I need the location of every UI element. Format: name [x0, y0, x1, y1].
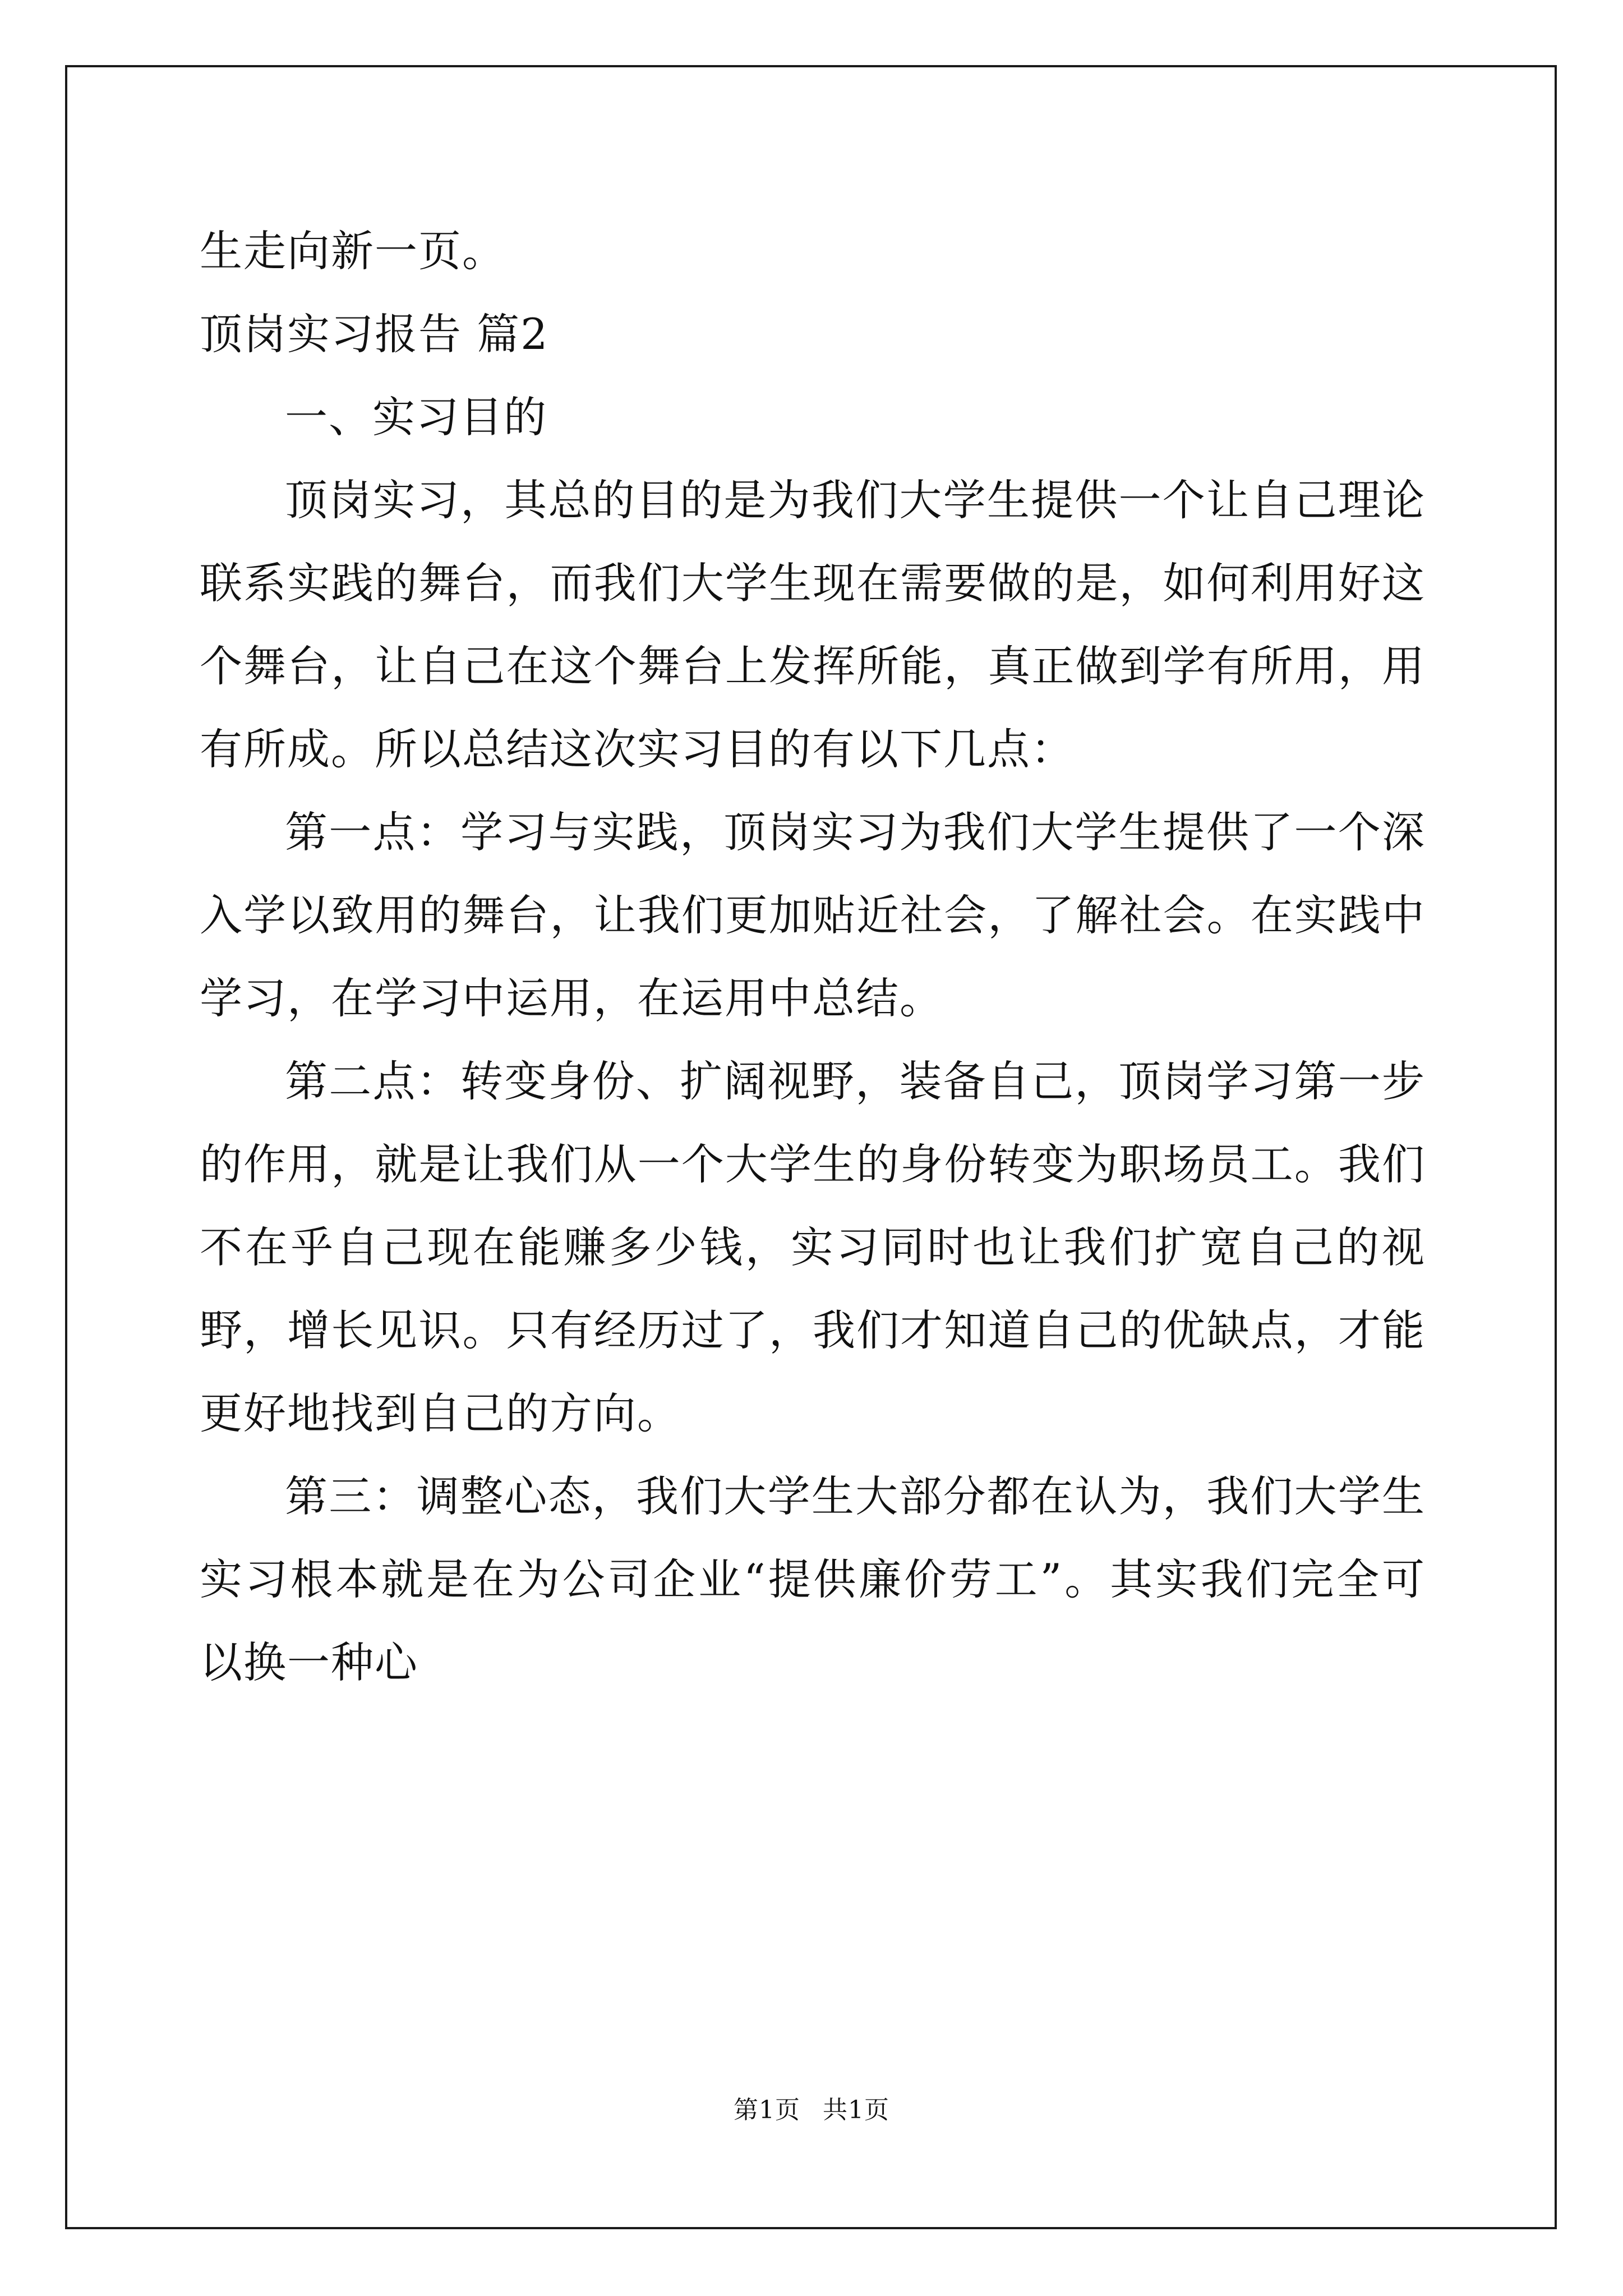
heading-purpose: 一、实习目的 — [285, 392, 547, 442]
paragraph-intro: 顶岗实习，其总的目的是为我们大学生提供一个让自己理论联系实践的舞台，而我们大学生现在需要做的是，如何利用好这个舞台，让自己在这个舞台上发挥所能，真正做到学有所用，用有所成。所以总结这次实习目的有以下几点： — [200, 475, 1426, 774]
page-total: 共1页 — [823, 2096, 889, 2124]
paragraph-point-one: 第一点：学习与实践，顶岗实习为我们大学生提供了一个深入学以致用的舞台，让我们更加贴近社会，了解社会。在实践中学习，在学习中运用，在运用中总结。 — [200, 807, 1426, 1023]
paragraph-point-three: 第三：调整心态，我们大学生大部分都在认为，我们大学生实习根本就是在为公司企业“提供廉价劳工”。其实我们完全可以换一种心 — [200, 1471, 1426, 1687]
paragraph-continuation: 生走向新一页。 — [200, 226, 506, 276]
page-footer — [0, 2090, 1623, 2125]
document-body — [200, 210, 1426, 1704]
page-number: 第1页 — [734, 2096, 800, 2124]
paragraph-point-two: 第二点：转变身份、扩阔视野，装备自己，顶岗学习第一步的作用，就是让我们从一个大学生的身份转变为职场员工。我们不在乎自己现在能赚多少钱，实习同时也让我们扩宽自己的视野，增长见识。只有经历过了，我们才知道自己的优缺点，才能更好地找到自己的方向。 — [200, 1056, 1426, 1438]
section-title: 顶岗实习报告 篇2 — [200, 309, 549, 359]
